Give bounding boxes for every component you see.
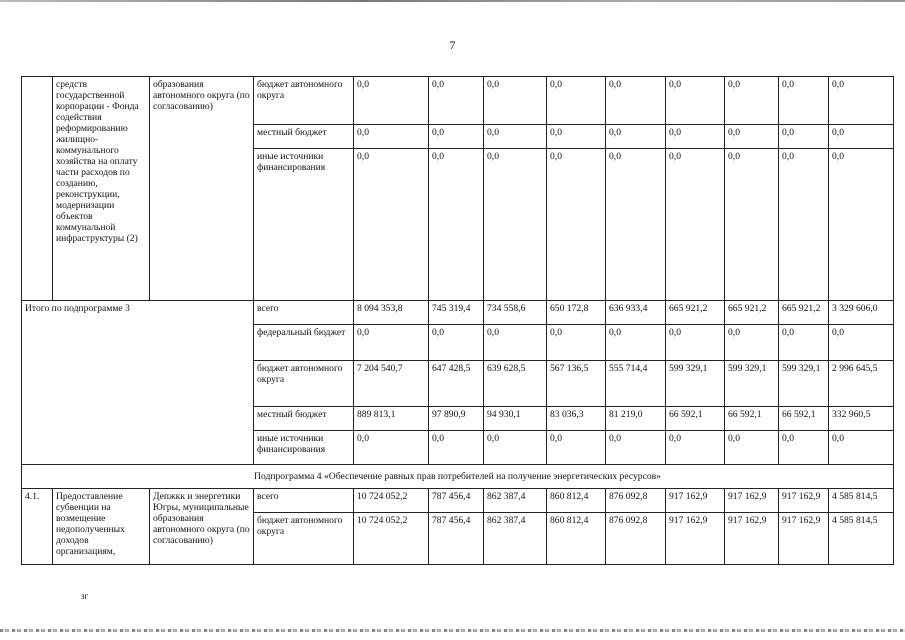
source-cell: бюджет автономного округа (254, 77, 354, 125)
value-cell: 0,0 (829, 431, 894, 465)
value-cell: 860 812,4 (547, 513, 606, 565)
value-cell: 10 724 052,2 (354, 513, 429, 565)
row-number-cell (22, 77, 53, 301)
value-cell: 0,0 (779, 77, 829, 125)
value-cell: 83 036,3 (547, 407, 606, 431)
value-cell: 665 921,2 (666, 301, 725, 325)
value-cell: 787 456,4 (429, 489, 484, 513)
scan-edge-bottom (0, 629, 905, 632)
source-cell: федеральный бюджет (254, 325, 354, 361)
value-cell: 567 136,5 (547, 361, 606, 407)
value-cell: 917 162,9 (779, 513, 829, 565)
value-cell: 66 592,1 (666, 407, 725, 431)
value-cell: 0,0 (725, 149, 779, 301)
executor-cell: образования автономного округа (по согласованию) (150, 77, 254, 301)
value-cell: 0,0 (354, 325, 429, 361)
value-cell: 0,0 (547, 431, 606, 465)
value-cell: 0,0 (484, 77, 547, 125)
executor-cell: Депжкк и энергетики Югры, муниципальные образования автономного округа (по согласованию) (150, 489, 254, 565)
value-cell: 0,0 (354, 77, 429, 125)
value-cell: 10 724 052,2 (354, 489, 429, 513)
value-cell: 650 172,8 (547, 301, 606, 325)
value-cell: 665 921,2 (725, 301, 779, 325)
value-cell: 81 219,0 (606, 407, 666, 431)
source-cell: всего (254, 489, 354, 513)
value-cell: 0,0 (354, 149, 429, 301)
value-cell: 787 456,4 (429, 513, 484, 565)
value-cell: 876 092,8 (606, 489, 666, 513)
table-row (22, 301, 894, 325)
budget-table (21, 76, 894, 565)
source-cell: иные источники финансирования (254, 431, 354, 465)
value-cell: 636 933,4 (606, 301, 666, 325)
footer-mark: зг (81, 591, 89, 601)
value-cell: 0,0 (606, 431, 666, 465)
value-cell: 66 592,1 (779, 407, 829, 431)
value-cell: 0,0 (725, 125, 779, 149)
value-cell: 0,0 (666, 149, 725, 301)
value-cell: 0,0 (429, 325, 484, 361)
value-cell: 0,0 (725, 325, 779, 361)
value-cell: 0,0 (429, 431, 484, 465)
value-cell: 0,0 (725, 77, 779, 125)
value-cell: 555 714,4 (606, 361, 666, 407)
value-cell: 2 996 645,5 (829, 361, 894, 407)
value-cell: 665 921,2 (779, 301, 829, 325)
value-cell: 0,0 (606, 125, 666, 149)
value-cell: 734 558,6 (484, 301, 547, 325)
value-cell: 0,0 (429, 149, 484, 301)
value-cell: 0,0 (484, 325, 547, 361)
value-cell: 0,0 (666, 77, 725, 125)
subtotal-label: Итого по подпрограмме 3 (22, 301, 254, 465)
value-cell: 0,0 (829, 325, 894, 361)
value-cell: 4 585 814,5 (829, 513, 894, 565)
table-row (22, 465, 894, 489)
value-cell: 0,0 (829, 77, 894, 125)
value-cell: 862 387,4 (484, 513, 547, 565)
value-cell: 0,0 (779, 149, 829, 301)
value-cell: 860 812,4 (547, 489, 606, 513)
value-cell: 0,0 (779, 325, 829, 361)
value-cell: 0,0 (666, 431, 725, 465)
value-cell: 0,0 (779, 431, 829, 465)
value-cell: 0,0 (547, 149, 606, 301)
value-cell: 745 319,4 (429, 301, 484, 325)
value-cell: 917 162,9 (666, 513, 725, 565)
value-cell: 3 329 606,0 (829, 301, 894, 325)
table-row (22, 489, 894, 513)
value-cell: 917 162,9 (725, 489, 779, 513)
source-cell: всего (254, 301, 354, 325)
value-cell: 97 890,9 (429, 407, 484, 431)
source-cell: иные источники финансирования (254, 149, 354, 301)
value-cell: 7 204 540,7 (354, 361, 429, 407)
value-cell: 66 592,1 (725, 407, 779, 431)
value-cell: 647 428,5 (429, 361, 484, 407)
value-cell: 599 329,1 (779, 361, 829, 407)
value-cell: 8 094 353,8 (354, 301, 429, 325)
source-cell: бюджет автономного округа (254, 361, 354, 407)
value-cell: 0,0 (547, 325, 606, 361)
value-cell: 639 628,5 (484, 361, 547, 407)
value-cell: 0,0 (484, 431, 547, 465)
value-cell: 599 329,1 (666, 361, 725, 407)
source-cell: бюджет автономного округа (254, 513, 354, 565)
value-cell: 0,0 (547, 125, 606, 149)
value-cell: 917 162,9 (666, 489, 725, 513)
value-cell: 0,0 (354, 431, 429, 465)
source-cell: местный бюджет (254, 125, 354, 149)
value-cell: 889 813,1 (354, 407, 429, 431)
value-cell: 0,0 (354, 125, 429, 149)
subprogram-title: Подпрограмма 4 «Обеспечение равных прав потребителей на получение энергетических ресурсов» (22, 465, 894, 489)
measure-name-cell: Предоставление субвенции на возмещение недополученных доходов организациям, (53, 489, 150, 565)
row-number-cell: 4.1. (22, 489, 53, 565)
value-cell: 0,0 (484, 125, 547, 149)
source-cell: местный бюджет (254, 407, 354, 431)
value-cell: 0,0 (606, 325, 666, 361)
scan-edge-top (0, 0, 905, 2)
value-cell: 876 092,8 (606, 513, 666, 565)
value-cell: 0,0 (606, 77, 666, 125)
value-cell: 0,0 (547, 77, 606, 125)
value-cell: 94 930,1 (484, 407, 547, 431)
value-cell: 0,0 (606, 149, 666, 301)
measure-name-cell: средств государственной корпорации - Фонда содействия реформированию жилищно-коммунального хозяйства на оплату части расходов по созданию, реконструкции, модернизации объектов коммунальной инфраструктуры (2) (53, 77, 150, 301)
value-cell: 0,0 (666, 325, 725, 361)
value-cell: 599 329,1 (725, 361, 779, 407)
value-cell: 0,0 (829, 149, 894, 301)
value-cell: 0,0 (829, 125, 894, 149)
value-cell: 0,0 (429, 125, 484, 149)
value-cell: 0,0 (666, 125, 725, 149)
value-cell: 917 162,9 (725, 513, 779, 565)
value-cell: 332 960,5 (829, 407, 894, 431)
value-cell: 862 387,4 (484, 489, 547, 513)
table-row (22, 77, 894, 125)
value-cell: 0,0 (429, 77, 484, 125)
value-cell: 0,0 (779, 125, 829, 149)
page-number: 7 (449, 38, 456, 52)
value-cell: 4 585 814,5 (829, 489, 894, 513)
value-cell: 0,0 (484, 149, 547, 301)
value-cell: 0,0 (725, 431, 779, 465)
value-cell: 917 162,9 (779, 489, 829, 513)
